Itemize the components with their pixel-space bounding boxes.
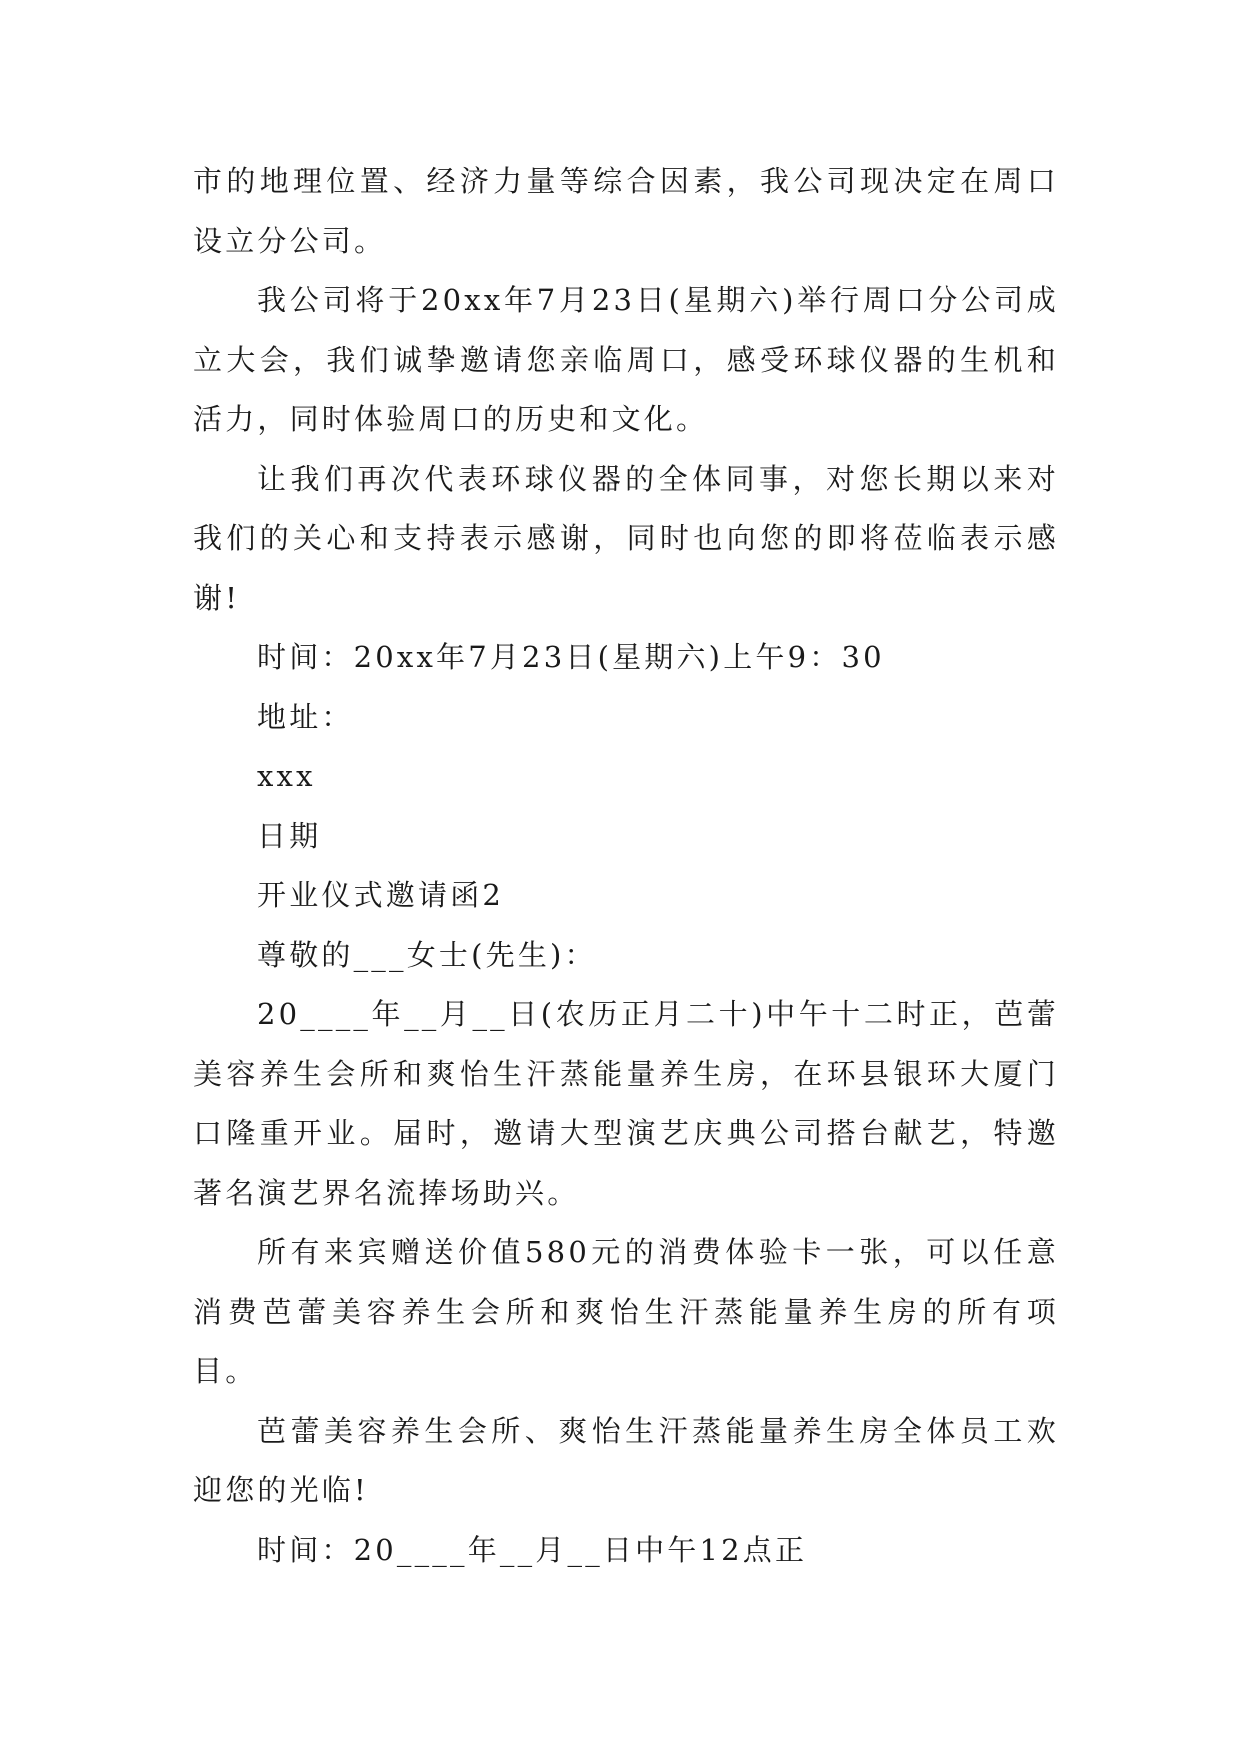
paragraph-thanks: 让我们再次代表环球仪器的全体同事，对您长期以来对我们的关心和支持表示感谢，同时也向您的即将莅临表示感谢! xyxy=(193,461,1059,615)
line-date: 日期 xyxy=(257,818,322,853)
salutation: 尊敬的___女士(先生)： xyxy=(257,937,597,972)
paragraph-opening-announcement: 20____年__月__日(农历正月二十)中午十二时正，芭蕾美容养生会所和爽怡生汗蒸能量养生房，在环县银环大厦门口隆重开业。届时，邀请大型演艺庆典公司搭台献艺，特邀著名演艺界名流捧场助兴。 xyxy=(193,997,1059,1210)
paragraph-location-factors: 市的地理位置、经济力量等综合因素，我公司现决定在周口设立分公司。 xyxy=(193,164,1059,258)
line-time-1: 时间：20xx年7月23日(星期六)上午9：30 xyxy=(257,640,885,674)
section-heading-invitation-2: 开业仪式邀请函2 xyxy=(257,878,505,912)
paragraph-gift-card: 所有来宾赠送价值580元的消费体验卡一张，可以任意消费芭蕾美容养生会所和爽怡生汗蒸能量养生房的所有项目。 xyxy=(193,1235,1059,1388)
paragraph-founding-meeting: 我公司将于20xx年7月23日(星期六)举行周口分公司成立大会，我们诚挚邀请您亲临周口，感受环球仪器的生机和活力，同时体验周口的历史和文化。 xyxy=(193,283,1059,436)
line-time-2: 时间：20____年__月__日中午12点正 xyxy=(257,1532,808,1567)
document-body xyxy=(193,152,1059,1580)
line-signer: xxx xyxy=(257,759,316,793)
line-address: 地址： xyxy=(257,699,354,734)
paragraph-welcome: 芭蕾美容养生会所、爽怡生汗蒸能量养生房全体员工欢迎您的光临! xyxy=(193,1413,1059,1507)
